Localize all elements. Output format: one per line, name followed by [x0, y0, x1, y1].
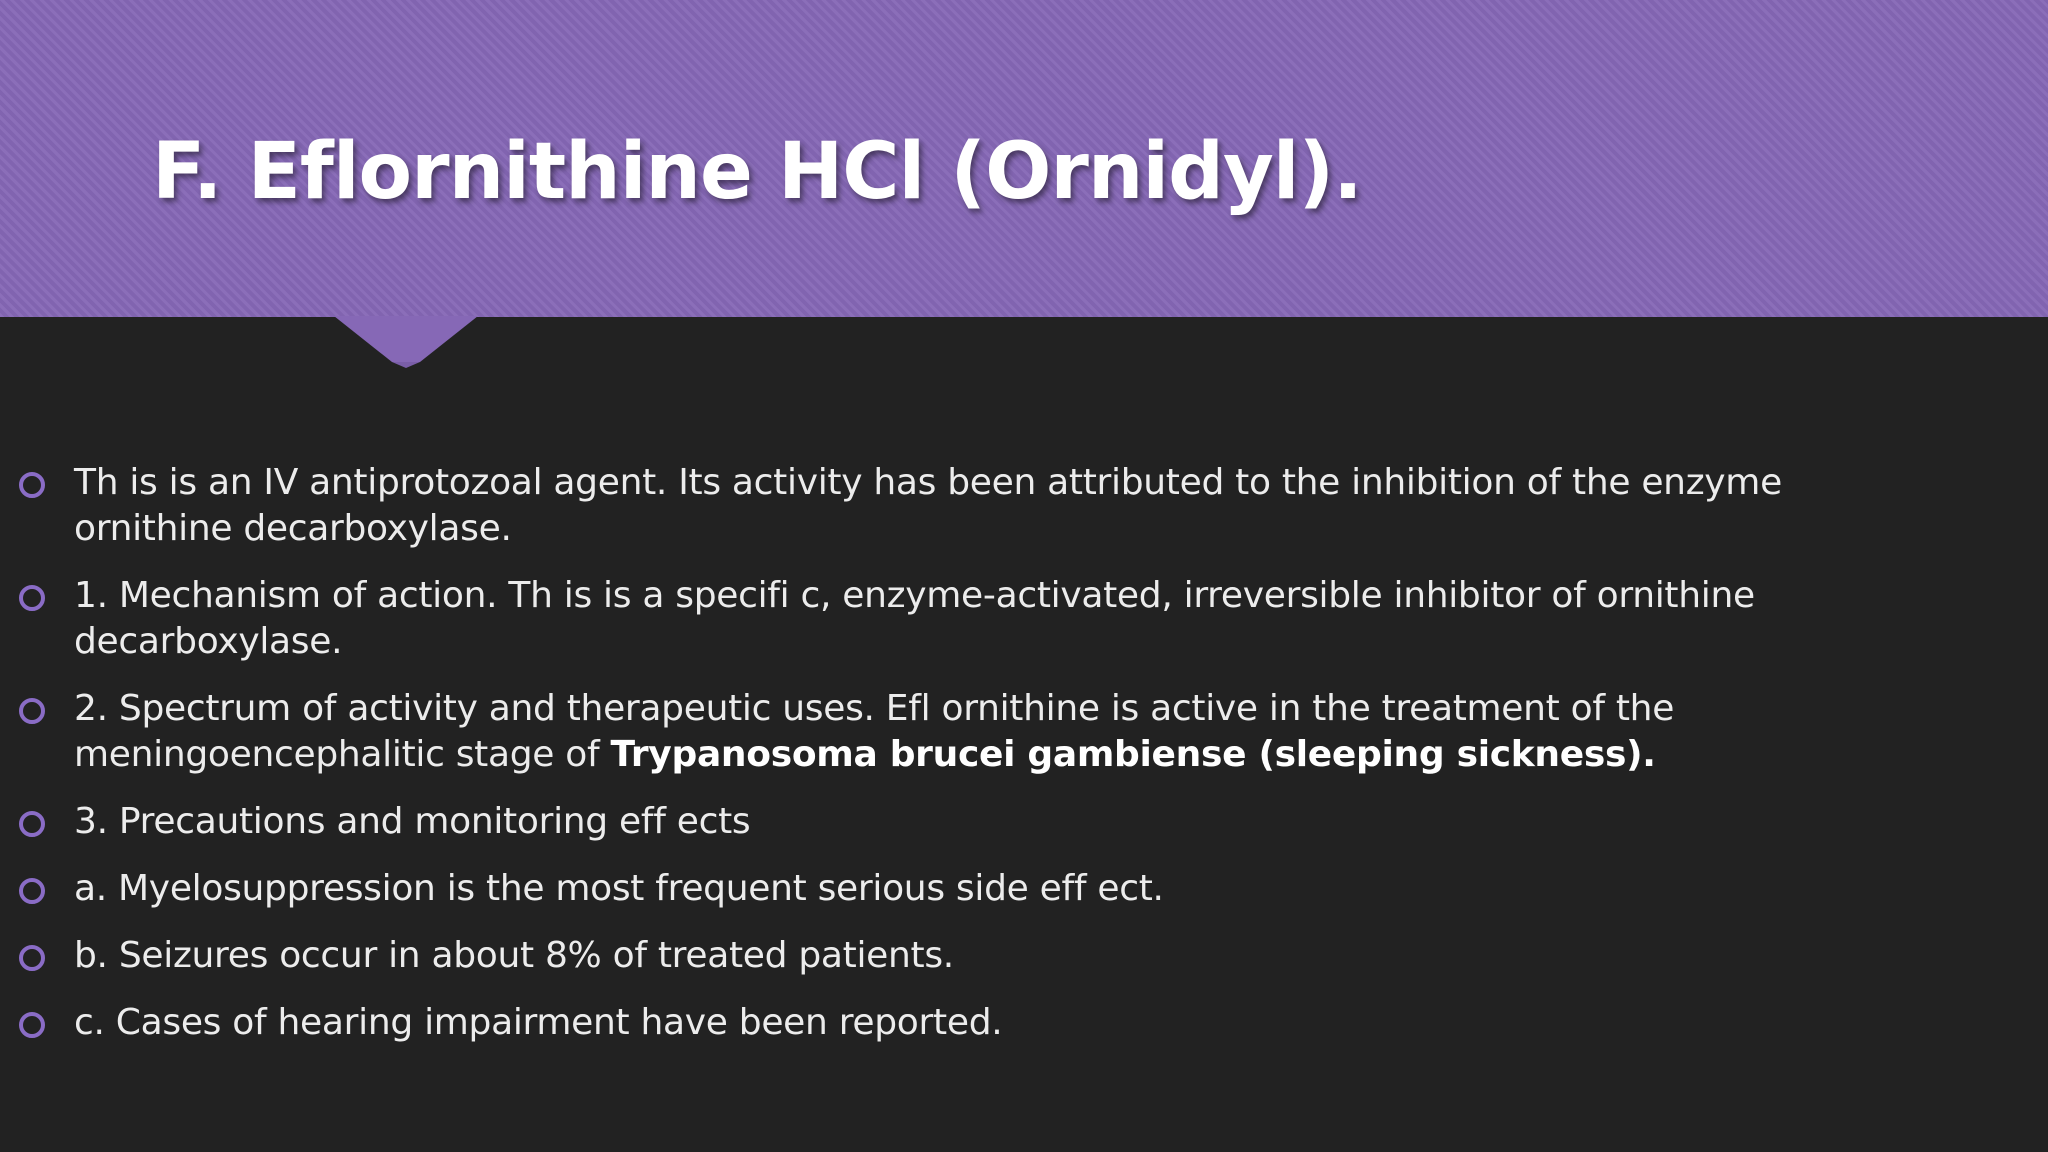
bullet-text: Th is is an IV antiprotozoal agent. Its activity has been attributed to the inhibition of the enzyme ornithine decarboxylase.: [74, 462, 1782, 549]
bullet-item: [16, 573, 1916, 665]
bullet-bold-text: Trypanosoma brucei gambiense (sleeping sickness).: [610, 734, 1656, 775]
hollow-circle-icon: [19, 945, 45, 971]
bullet-item: [16, 866, 1916, 912]
bullet-text: a. Myelosuppression is the most frequent serious side eff ect.: [74, 868, 1164, 909]
hollow-circle-icon: [19, 811, 45, 837]
hollow-circle-icon: [19, 698, 45, 724]
bullet-item: [16, 686, 1916, 778]
bullet-item: [16, 799, 1916, 845]
hollow-circle-icon: [19, 585, 45, 611]
hollow-circle-icon: [19, 472, 45, 498]
bullet-text: b. Seizures occur in about 8% of treated patients.: [74, 935, 954, 976]
bullet-list: [16, 460, 1916, 1067]
hollow-circle-icon: [19, 878, 45, 904]
bullet-item: [16, 933, 1916, 979]
hollow-circle-icon: [19, 1012, 45, 1038]
bullet-item: [16, 460, 1916, 552]
slide-title: F. Eflornithine HCl (Ornidyl).: [152, 127, 1362, 217]
bullet-text: 2. Spectrum of activity and therapeutic uses. Efl ornithine is active in the treatment of the meningoencephalitic stage of: [74, 688, 1675, 775]
bullet-text: c. Cases of hearing impairment have been reported.: [74, 1002, 1003, 1043]
bullet-item: [16, 1000, 1916, 1046]
bullet-text: 1. Mechanism of action. Th is is a specifi c, enzyme-activated, irreversible inhibitor of ornithine decarboxylase.: [74, 575, 1755, 662]
bullet-text: 3. Precautions and monitoring eff ects: [74, 801, 751, 842]
